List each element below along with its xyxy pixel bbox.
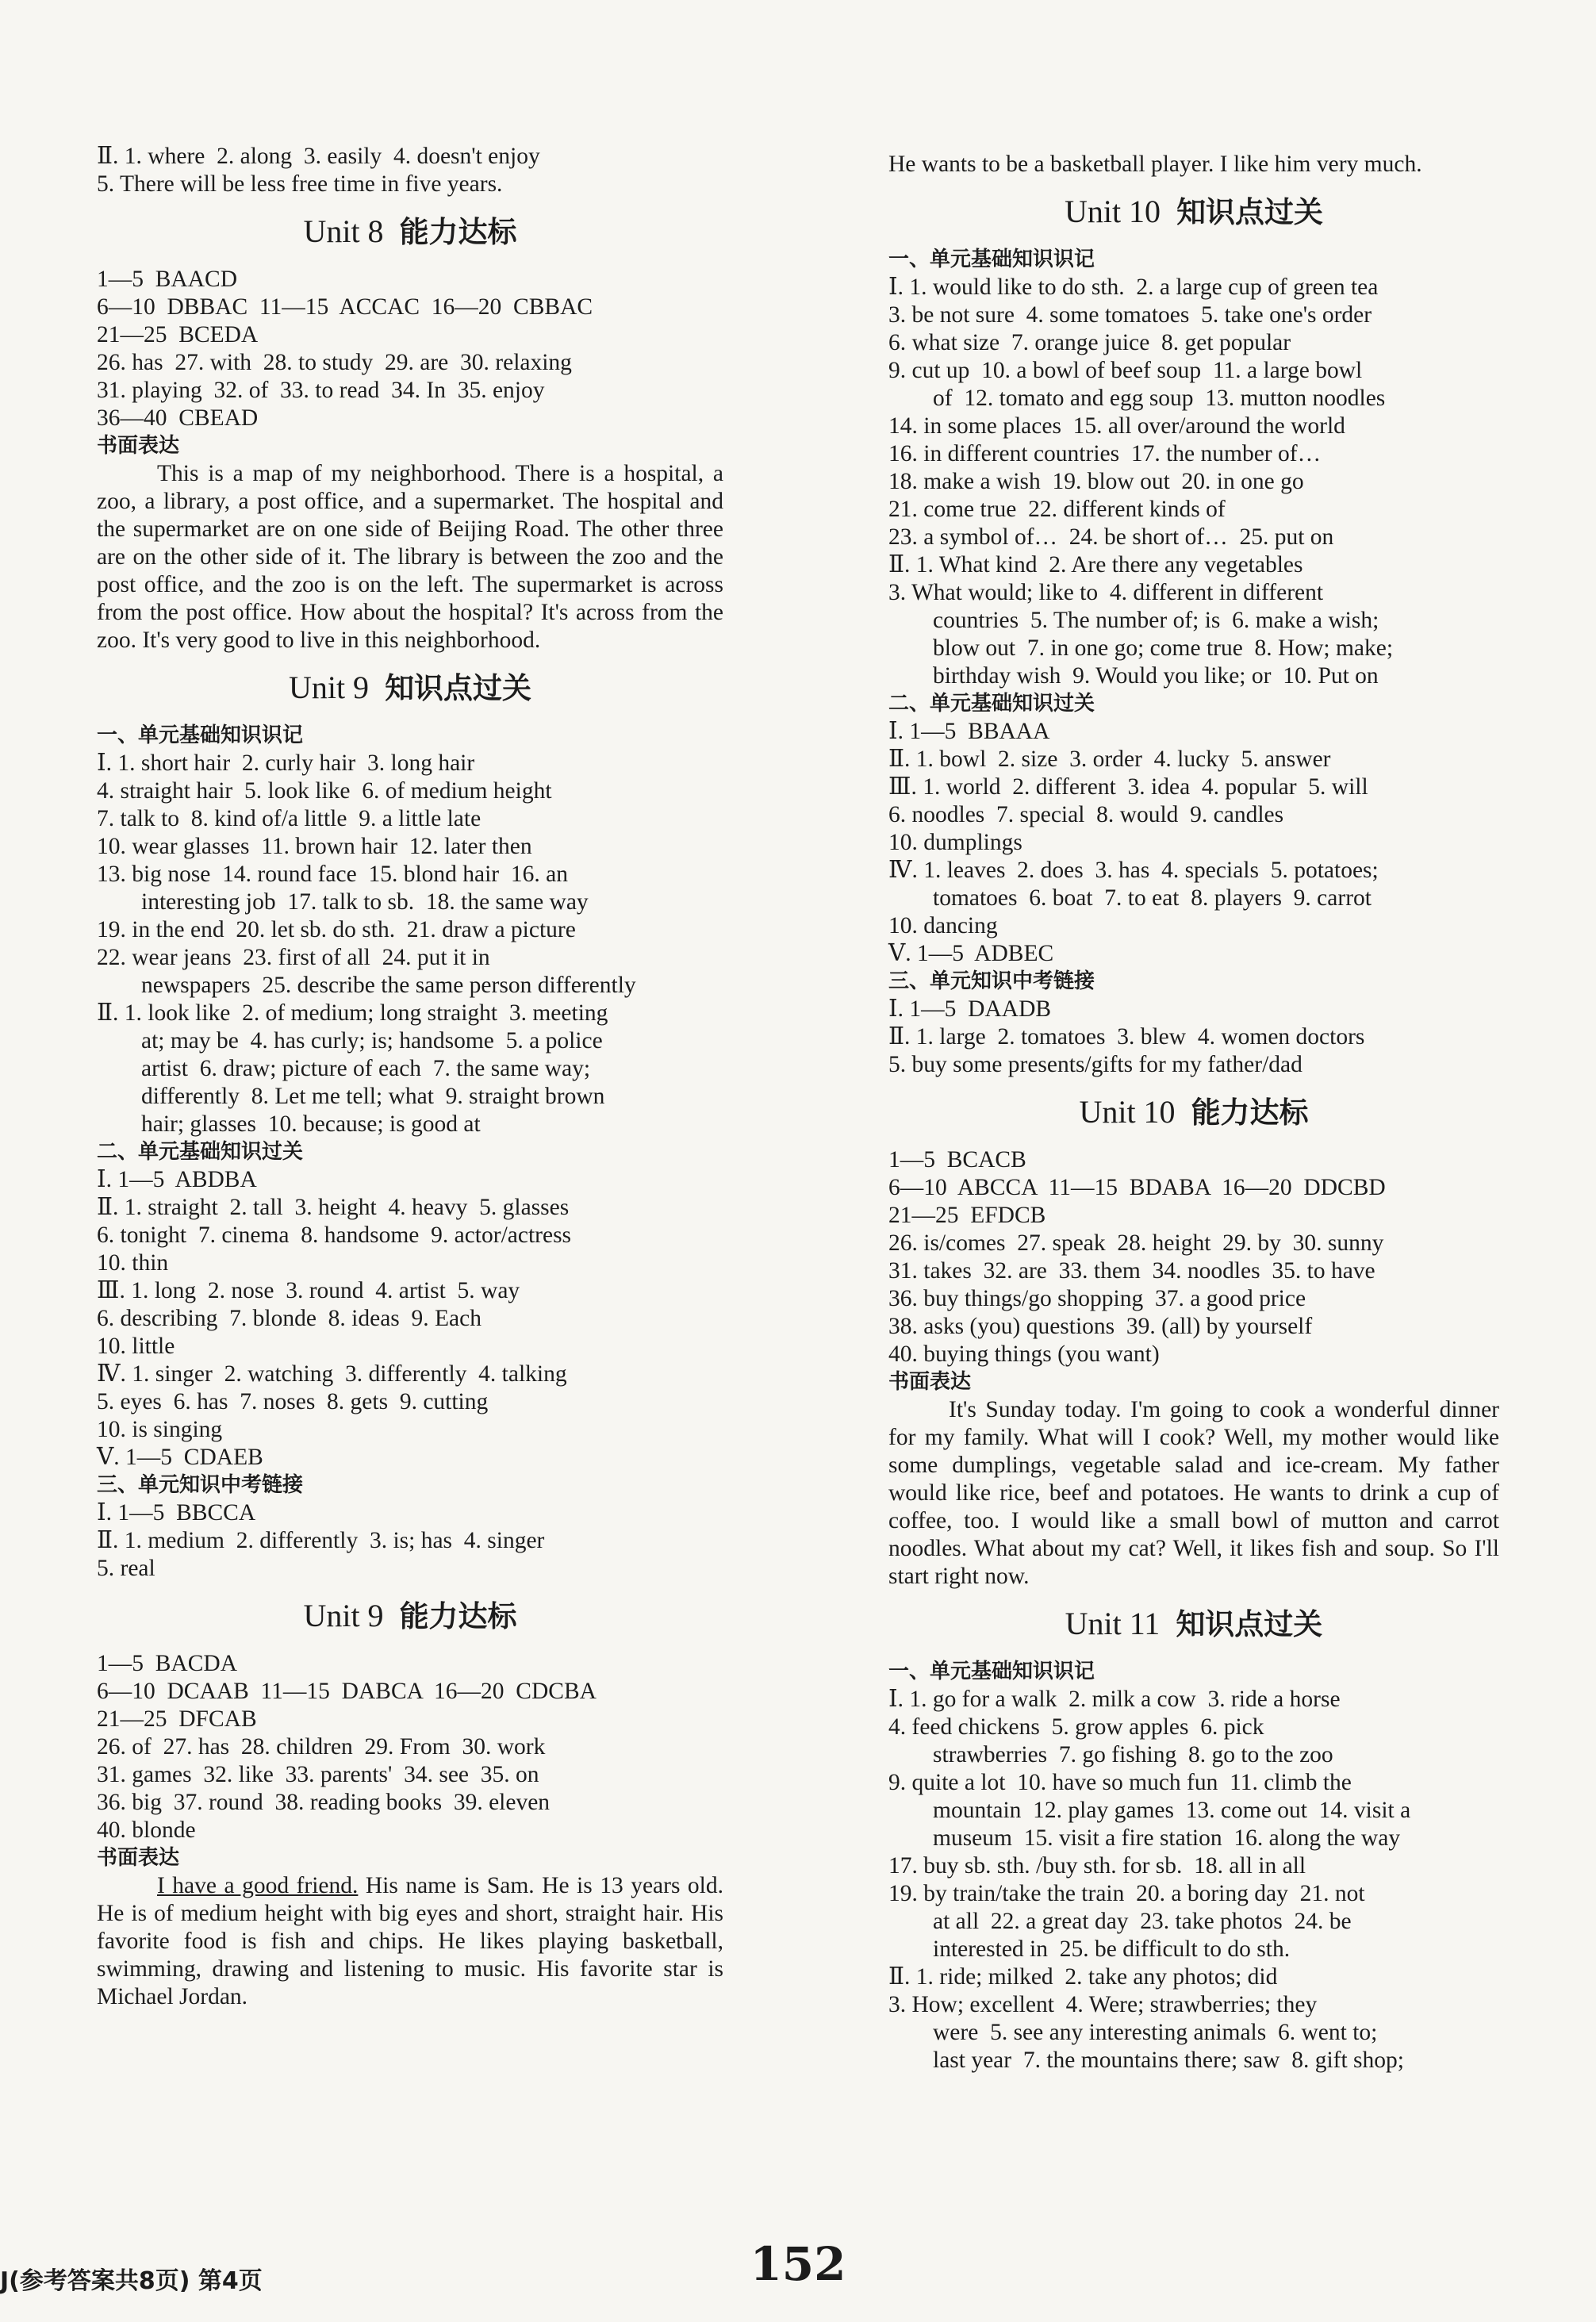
- unit-title-cn: 知识点过关: [385, 671, 532, 705]
- answer-line: 26. has 27. with 28. to study 29. are 30. relaxing: [97, 350, 572, 375]
- answer-line: last year 7. the mountains there; saw 8. gift shop;: [933, 2048, 1404, 2073]
- answer-line: 14. in some places 15. all over/around the world: [888, 413, 1345, 439]
- unit9-section3: [97, 1499, 723, 1583]
- unit8-writing-text: This is a map of my neighborhood. There is a hospital, a zoo, a library, a post office, and a supermarket. The hospital and the supermarket are on one side of Beijing Road. The other three are on the other side of it. The library is between the zoo and the post office, and the zoo is on the left. The supermarket is across from the post office. How about the hospital? It's across from the zoo. It's very good to live in this neighborhood.: [97, 461, 723, 653]
- answer-line: 19. in the end 20. let sb. do sth. 21. draw a picture: [97, 917, 576, 942]
- unit10-part-ii: [888, 551, 1499, 690]
- answer-line: 7. talk to 8. kind of/a little 9. a little late: [97, 806, 481, 831]
- answer-line: 21—25 EFDCB: [888, 1203, 1046, 1228]
- answer-line: 3. How; excellent 4. Were; strawberries; they: [888, 1992, 1318, 2017]
- section-heading: 二、单元基础知识过关: [888, 692, 1095, 716]
- unit10-ability-lines: [888, 1146, 1499, 1368]
- answer-line: 36. big 37. round 38. reading books 39. eleven: [97, 1790, 551, 1815]
- unit-title-en: Unit 9: [303, 1598, 384, 1633]
- answer-line: Ⅱ. 1. bowl 2. size 3. order 4. lucky 5. answer: [888, 746, 1331, 772]
- answer-line: Ⅰ. 1. go for a walk 2. milk a cow 3. ride a horse: [888, 1687, 1341, 1712]
- answer-line: strawberries 7. go fishing 8. go to the zoo: [933, 1742, 1333, 1767]
- answer-line: 31. takes 32. are 33. them 34. noodles 35. to have: [888, 1258, 1375, 1284]
- answer-line: 31. games 32. like 33. parents' 34. see 35. on: [97, 1762, 539, 1787]
- answer-line: 26. of 27. has 28. children 29. From 30. work: [97, 1734, 546, 1760]
- answer-line: 6—10 DCAAB 11—15 DABCA 16—20 CDCBA: [97, 1679, 597, 1704]
- answer-line: Ⅳ. 1. singer 2. watching 3. differently 4. talking: [97, 1361, 567, 1387]
- answer-line: 10. wear glasses 11. brown hair 12. later then: [97, 834, 532, 859]
- answer-line: 10. little: [97, 1334, 175, 1359]
- answer-line: Ⅴ. 1—5 CDAEB: [97, 1445, 263, 1470]
- answer-line: 10. dumplings: [888, 830, 1022, 855]
- answer-line: 3. What would; like to 4. different in different: [888, 580, 1324, 605]
- answer-line: birthday wish 9. Would you like; or 10. Put on: [933, 663, 1379, 689]
- left-top-lines: [97, 143, 723, 198]
- answer-line: 21—25 DFCAB: [97, 1706, 257, 1732]
- answer-line: 40. blonde: [97, 1817, 196, 1843]
- unit8-ability-heading: [97, 209, 723, 255]
- unit-title-cn: 知识点过关: [1176, 1607, 1323, 1641]
- unit11-part-i: [888, 1686, 1499, 1963]
- answer-line: 9. cut up 10. a bowl of beef soup 11. a large bowl: [888, 358, 1363, 383]
- answer-line: Ⅰ. 1—5 BBCCA: [97, 1500, 256, 1526]
- answer-line: Ⅱ. 1. What kind 2. Are there any vegetables: [888, 552, 1303, 578]
- answer-line: Ⅰ. 1. short hair 2. curly hair 3. long hair: [97, 750, 475, 776]
- answer-line: 18. make a wish 19. blow out 20. in one go: [888, 469, 1304, 494]
- answer-line: 3. be not sure 4. some tomatoes 5. take one's order: [888, 302, 1372, 328]
- answer-line: 6—10 ABCCA 11—15 BDABA 16—20 DDCBD: [888, 1175, 1386, 1200]
- answer-line: newspapers 25. describe the same person differently: [141, 973, 636, 998]
- unit8-writing: [97, 460, 723, 654]
- answer-line: 23. a symbol of… 24. be short of… 25. put on: [888, 524, 1334, 550]
- unit-title-en: Unit 10: [1079, 1094, 1176, 1130]
- answer-line: Ⅱ. 1. large 2. tomatoes 3. blew 4. women doctors: [888, 1024, 1365, 1050]
- section-heading: 一、单元基础知识识记: [888, 1660, 1095, 1683]
- page-number: 152: [750, 2237, 846, 2291]
- unit-title-en: Unit 10: [1064, 194, 1161, 229]
- answer-line: 38. asks (you) questions 39. (all) by yourself: [888, 1314, 1313, 1339]
- unit10-part-i: [888, 274, 1499, 551]
- unit9-ability-lines: [97, 1650, 723, 1844]
- unit10-section2: [888, 718, 1499, 968]
- unit-title-cn: 能力达标: [399, 215, 517, 249]
- answer-line: Ⅳ. 1. leaves 2. does 3. has 4. specials 5. potatoes;: [888, 858, 1379, 883]
- answer-line: Ⅱ. 1. ride; milked 2. take any photos; did: [888, 1964, 1278, 1990]
- unit-title-en: Unit 11: [1065, 1606, 1161, 1641]
- answer-line: 6. describing 7. blonde 8. ideas 9. Each: [97, 1306, 481, 1331]
- answer-line: Ⅲ. 1. world 2. different 3. idea 4. popular 5. will: [888, 774, 1368, 800]
- right-top-line: He wants to be a basketball player. I like him very much.: [888, 152, 1422, 177]
- unit10-ability-heading: [888, 1090, 1499, 1135]
- answer-line: hair; glasses 10. because; is good at: [141, 1111, 481, 1137]
- answer-line: at all 22. a great day 23. take photos 24. be: [933, 1909, 1352, 1934]
- unit-title-cn: 知识点过关: [1176, 195, 1324, 229]
- writing-label: 书面表达: [97, 434, 180, 458]
- answer-line: interesting job 17. talk to sb. 18. the same way: [141, 889, 589, 915]
- answer-line: 1—5 BACDA: [97, 1651, 238, 1676]
- answer-line: Ⅱ. 1. look like 2. of medium; long straight 3. meeting: [97, 1000, 608, 1026]
- left-column: [97, 143, 723, 2011]
- answer-line: 19. by train/take the train 20. a boring day 21. not: [888, 1881, 1365, 1906]
- answer-line: Ⅱ. 1. medium 2. differently 3. is; has 4. singer: [97, 1528, 545, 1553]
- answer-line: 10. is singing: [97, 1417, 223, 1442]
- writing-label: 书面表达: [888, 1370, 972, 1394]
- answer-line: 31. playing 32. of 33. to read 34. In 35. enjoy: [97, 378, 545, 403]
- answer-line: 1—5 BCACB: [888, 1147, 1026, 1173]
- answer-line: 16. in different countries 17. the number of…: [888, 441, 1322, 466]
- answer-line: interested in 25. be difficult to do sth.: [933, 1936, 1291, 1962]
- answer-line: Ⅲ. 1. long 2. nose 3. round 4. artist 5. way: [97, 1278, 520, 1303]
- answer-line: 6. tonight 7. cinema 8. handsome 9. actor/actress: [97, 1222, 572, 1248]
- section-heading: 三、单元知识中考链接: [97, 1473, 304, 1497]
- answer-line: at; may be 4. has curly; is; handsome 5. a police: [141, 1028, 603, 1054]
- answer-line: tomatoes 6. boat 7. to eat 8. players 9. carrot: [933, 885, 1372, 911]
- answer-line: artist 6. draw; picture of each 7. the same way;: [141, 1056, 591, 1081]
- answer-line: 9. quite a lot 10. have so much fun 11. climb the: [888, 1770, 1352, 1795]
- unit-title-en: Unit 9: [288, 670, 370, 705]
- answer-line: differently 8. Let me tell; what 9. straight brown: [141, 1084, 605, 1109]
- answer-line: 5. There will be less free time in five years.: [97, 171, 503, 197]
- answer-line: 26. is/comes 27. speak 28. height 29. by 30. sunny: [888, 1230, 1384, 1256]
- answer-line: 6. what size 7. orange juice 8. get popular: [888, 330, 1291, 355]
- answer-line: 4. straight hair 5. look like 6. of medium height: [97, 778, 552, 804]
- answer-line: mountain 12. play games 13. come out 14. visit a: [933, 1798, 1411, 1823]
- answer-line: were 5. see any interesting animals 6. went to;: [933, 2020, 1378, 2045]
- unit9-writing: [97, 1872, 723, 2011]
- answer-line: 5. buy some presents/gifts for my father/dad: [888, 1052, 1303, 1077]
- answer-line: 6. noodles 7. special 8. would 9. candles: [888, 802, 1284, 827]
- answer-line: 1—5 BAACD: [97, 267, 238, 292]
- answer-line: blow out 7. in one go; come true 8. How; make;: [933, 635, 1394, 661]
- section-heading: 一、单元基础知识识记: [97, 723, 304, 747]
- answer-line: countries 5. The number of; is 6. make a wish;: [933, 608, 1379, 633]
- unit9-part-i: [97, 750, 723, 1000]
- unit-title-cn: 能力达标: [1191, 1096, 1309, 1130]
- writing-label: 书面表达: [97, 1846, 180, 1870]
- answer-line: 6—10 DBBAC 11—15 ACCAC 16—20 CBBAC: [97, 294, 593, 320]
- answer-line: Ⅰ. 1—5 BBAAA: [888, 719, 1050, 744]
- answer-line: 21. come true 22. different kinds of: [888, 497, 1226, 522]
- unit9-section2: [97, 1166, 723, 1472]
- answer-line: 10. thin: [97, 1250, 169, 1276]
- answer-line: 36—40 CBEAD: [97, 405, 259, 431]
- unit-title-en: Unit 8: [303, 213, 384, 249]
- answer-line: 22. wear jeans 23. first of all 24. put it in: [97, 945, 490, 970]
- answer-line: Ⅱ. 1. where 2. along 3. easily 4. doesn't enjoy: [97, 144, 540, 169]
- unit11-part-ii: [888, 1963, 1499, 2074]
- unit8-answer-lines: [97, 266, 723, 432]
- section-heading: 二、单元基础知识过关: [97, 1140, 304, 1164]
- answer-line: 5. real: [97, 1556, 155, 1581]
- unit-title-cn: 能力达标: [399, 1599, 517, 1633]
- unit9-ability-heading: [97, 1594, 723, 1639]
- unit10-writing: [888, 1396, 1499, 1591]
- unit9-writing-text: His name is Sam. He is 13 years old. He is of medium height with big eyes and short, straight hair. His favorite food is fish and chips. He likes playing basketball, swimming, drawing and listening to music. His favorite star is Michael Jordan.: [97, 1873, 724, 2009]
- section-heading: 一、单元基础知识识记: [888, 248, 1095, 271]
- answer-line: 21—25 BCEDA: [97, 322, 259, 347]
- answer-line: of 12. tomato and egg soup 13. mutton noodles: [933, 386, 1386, 411]
- answer-line: 5. eyes 6. has 7. noses 8. gets 9. cutting: [97, 1389, 489, 1414]
- answer-line: 36. buy things/go shopping 37. a good price: [888, 1286, 1306, 1311]
- answer-line: 40. buying things (you want): [888, 1341, 1160, 1367]
- answer-line: Ⅴ. 1—5 ADBEC: [888, 941, 1054, 966]
- answer-line: Ⅱ. 1. straight 2. tall 3. height 4. heavy 5. glasses: [97, 1195, 570, 1220]
- unit10-writing-text: It's Sunday today. I'm going to cook a wonderful dinner for my family. What will I cook? Well, my mother would like some dumplings, vegetable salad and ice-cream. My father would like rice, beef and potatoes. He wants to drink a cup of coffee, too. I would like a small bowl of mutton and carrot noodles. What about my cat? Well, it likes fish and soup. So I'll start right now.: [888, 1397, 1499, 1589]
- answer-line: Ⅰ. 1—5 ABDBA: [97, 1167, 257, 1192]
- answer-line: Ⅰ. 1—5 DAADB: [888, 996, 1052, 1022]
- unit10-knowledge-heading: [888, 190, 1499, 235]
- answer-line: museum 15. visit a fire station 16. along the way: [933, 1825, 1401, 1851]
- footer-label: J(参考答案共8页) 第4页: [0, 2267, 263, 2295]
- answer-line: Ⅰ. 1. would like to do sth. 2. a large cup of green tea: [888, 274, 1379, 300]
- writing-underlined: I have a good friend.: [157, 1873, 359, 1898]
- unit9-part-ii: [97, 1000, 723, 1138]
- unit9-knowledge-heading: [97, 666, 723, 711]
- answer-line: 13. big nose 14. round face 15. blond hair 16. an: [97, 862, 568, 887]
- answer-line: 4. feed chickens 5. grow apples 6. pick: [888, 1714, 1264, 1740]
- section-heading: 三、单元知识中考链接: [888, 969, 1095, 993]
- answer-line: 10. dancing: [888, 913, 998, 938]
- unit10-section3: [888, 996, 1499, 1079]
- right-column: [888, 151, 1499, 2074]
- unit11-knowledge-heading: [888, 1602, 1499, 1647]
- answer-line: 17. buy sb. sth. /buy sth. for sb. 18. all in all: [888, 1853, 1306, 1879]
